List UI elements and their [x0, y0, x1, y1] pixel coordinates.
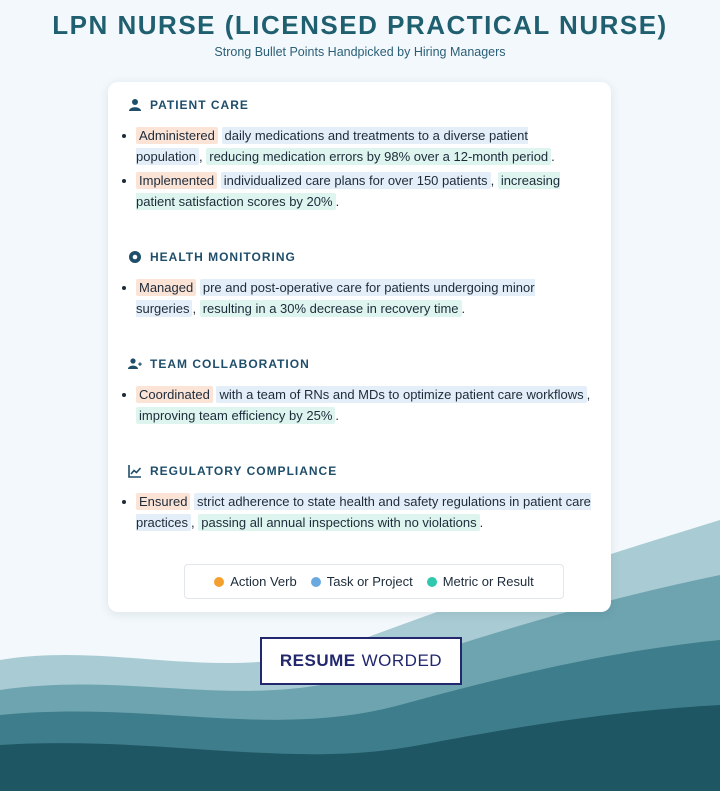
section-heading-label: TEAM COLLABORATION: [150, 357, 310, 371]
separator: ,: [192, 301, 197, 316]
resume-bullets-card: [108, 82, 611, 612]
action-verb: Coordinated: [136, 386, 213, 403]
logo-bold-text: RESUME: [279, 651, 356, 670]
section-heading: [128, 463, 598, 479]
end-punct: .: [461, 301, 466, 316]
section-heading-label: PATIENT CARE: [150, 98, 249, 112]
page-title: LPN NURSE (LICENSED PRACTICAL NURSE): [52, 10, 668, 40]
legend-item-task: [311, 574, 413, 589]
legend-item-action-verb: [214, 574, 297, 589]
bullet-item: [128, 170, 598, 212]
separator: ,: [191, 515, 195, 530]
section-heading: [128, 97, 598, 113]
gear-icon: [128, 250, 142, 264]
section-heading: [128, 249, 598, 265]
end-punct: .: [551, 149, 555, 164]
section-heading-label: REGULATORY COMPLIANCE: [150, 464, 338, 478]
bullet-item: [128, 491, 598, 533]
page-subtitle: Strong Bullet Points Handpicked by Hiring Managers: [214, 45, 506, 59]
logo-regular-text: WORDED: [361, 651, 443, 670]
metric-text: increasing patient satisfaction scores by 20%: [136, 173, 561, 209]
task-text: strict adherence to state health and safety regulations in patient care practices: [136, 494, 591, 530]
end-punct: .: [479, 515, 484, 530]
legend-dot: [427, 577, 437, 587]
end-punct: .: [335, 194, 340, 209]
action-verb: Ensured: [136, 493, 190, 510]
task-text: pre and post-operative care for patients undergoing minor surgeries: [136, 280, 535, 316]
legend-item-metric: [427, 574, 534, 589]
metric-text: resulting in a 30% decrease in recovery time: [200, 300, 462, 317]
action-verb: Managed: [136, 279, 196, 296]
team-icon: [128, 357, 142, 371]
task-text: daily medications and treatments to a diverse patient population: [136, 128, 529, 164]
bullet-item: [128, 277, 598, 319]
resume-worded-logo[interactable]: [260, 637, 462, 685]
metric-text: reducing medication errors by 98% over a 12-month period: [206, 148, 551, 165]
highlight-legend: [184, 564, 564, 599]
section-patient-care: [128, 97, 598, 215]
section-regulatory-compliance: [128, 463, 598, 536]
action-verb: Administered: [136, 127, 218, 144]
chart-icon: [128, 464, 142, 478]
section-heading: [128, 356, 598, 372]
metric-text: improving team efficiency by 25%: [136, 407, 335, 424]
legend-label: Action Verb: [230, 574, 297, 589]
separator: ,: [490, 173, 495, 188]
task-text: with a team of RNs and MDs to optimize patient care workflows: [216, 386, 586, 403]
separator: ,: [586, 387, 591, 402]
legend-label: Task or Project: [326, 574, 413, 589]
bullet-list: [128, 277, 598, 319]
separator: ,: [199, 149, 203, 164]
legend-dot: [214, 577, 224, 587]
bullet-list: [128, 384, 598, 426]
action-verb: Implemented: [136, 172, 217, 189]
legend-dot: [311, 577, 321, 587]
section-health-monitoring: [128, 249, 598, 322]
section-team-collaboration: [128, 356, 598, 429]
person-icon: [128, 98, 142, 112]
metric-text: passing all annual inspections with no violations: [198, 514, 479, 531]
bullet-item: [128, 125, 598, 167]
section-heading-label: HEALTH MONITORING: [150, 250, 296, 264]
bullet-item: [128, 384, 598, 426]
end-punct: .: [335, 408, 340, 423]
legend-label: Metric or Result: [442, 574, 534, 589]
bullet-list: [128, 491, 598, 533]
task-text: individualized care plans for over 150 patients: [221, 172, 491, 189]
bullet-list: [128, 125, 598, 212]
